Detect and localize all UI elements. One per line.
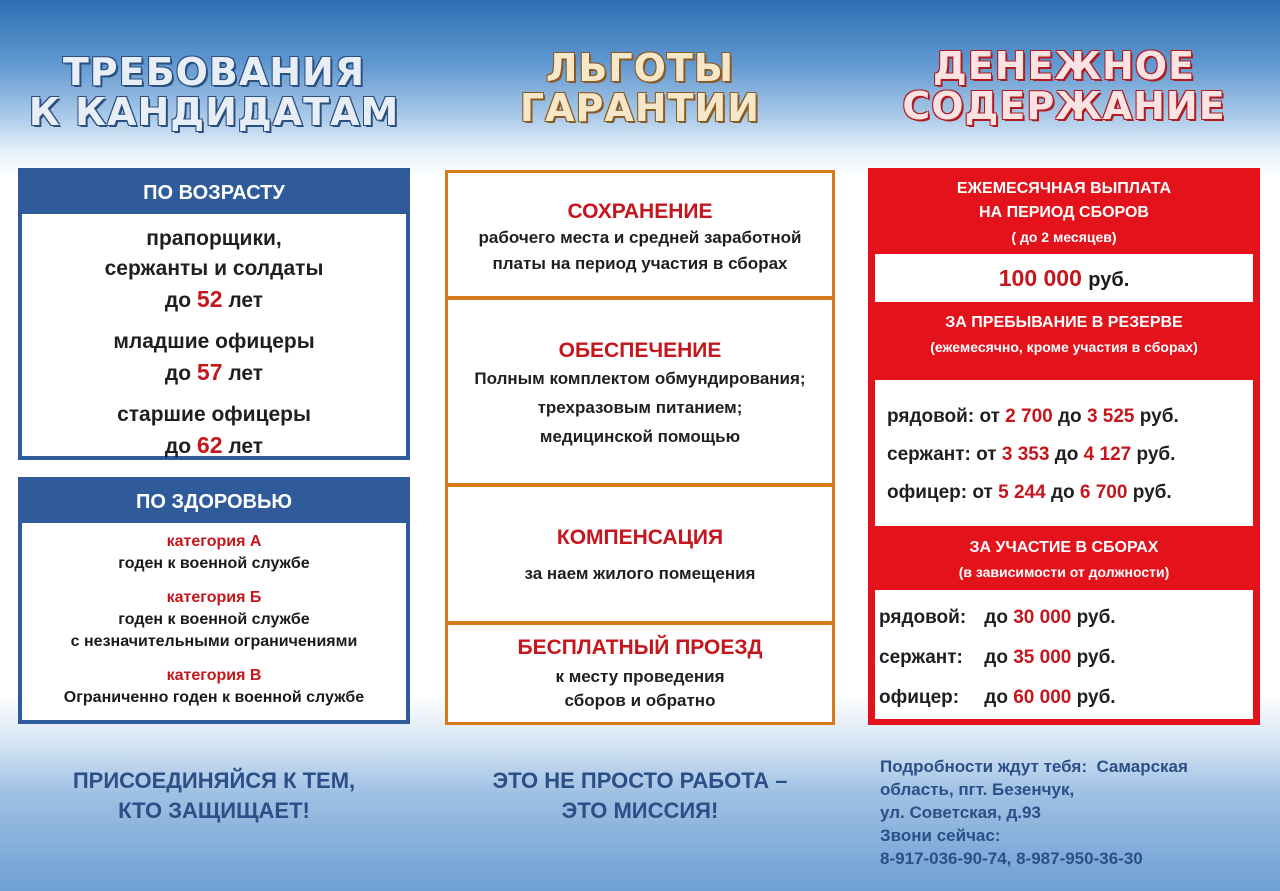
age-suffix: лет — [228, 362, 264, 385]
benefit-card — [445, 170, 835, 299]
training-title: ЗА УЧАСТИЕ В СБОРАХ — [969, 539, 1159, 556]
monthly-title: НА ПЕРИОД СБОРОВ — [979, 204, 1149, 221]
contact-line: ул. Советская, д.93 — [880, 803, 1041, 822]
health-category-text: с незначительными ограничениями — [70, 633, 358, 650]
age-group — [22, 224, 406, 316]
rank-label: рядовой: — [887, 406, 975, 427]
reserve-row — [887, 398, 1253, 436]
benefit-title: БЕСПЛАТНЫЙ ПРОЕЗД — [517, 636, 763, 659]
from-word: от — [979, 406, 1000, 427]
salary-heading — [868, 46, 1260, 126]
slogan-middle — [445, 766, 835, 826]
heading-line: ГАРАНТИИ — [519, 86, 761, 130]
contact-line: область, пгт. Безенчук, — [880, 780, 1075, 799]
health-category — [22, 665, 406, 709]
age-limit — [22, 284, 406, 316]
from-word: от — [972, 482, 993, 503]
rate-unit: руб. — [1139, 406, 1179, 427]
reserve-row — [887, 436, 1253, 474]
benefit-text: трехразовым питанием; — [537, 398, 743, 417]
age-suffix: лет — [228, 435, 264, 458]
salary-panel — [868, 168, 1260, 725]
age-limit — [22, 357, 406, 389]
rate-unit: руб. — [1076, 607, 1116, 628]
monthly-value: 100 000 — [998, 265, 1082, 291]
age-group — [22, 327, 406, 389]
training-rates — [875, 590, 1253, 719]
contact-phones: 8-917-036-90-74, 8-987-950-36-30 — [880, 849, 1143, 868]
heading-line: К КАНДИДАТАМ — [28, 90, 400, 134]
to-word: до — [1054, 444, 1079, 465]
from-word: от — [976, 444, 997, 465]
health-category-text: Ограниченно годен к военной службе — [63, 689, 365, 706]
to-word: до — [984, 647, 1008, 668]
age-prefix: до — [164, 289, 192, 312]
slogan-line: КТО ЗАЩИЩАЕТ! — [118, 798, 310, 823]
benefit-text: рабочего места и средней заработной — [478, 228, 802, 247]
health-category-name: категория А — [166, 533, 262, 550]
training-row — [879, 678, 1253, 718]
age-group-line: прапорщики, — [146, 227, 282, 250]
age-limit — [22, 430, 406, 462]
benefit-text: Полным комплектом обмундирования; — [474, 369, 806, 388]
age-group-line: старшие офицеры — [117, 403, 311, 426]
health-category-name: категория В — [166, 667, 262, 684]
health-category — [22, 587, 406, 653]
age-group-line: младшие офицеры — [113, 330, 315, 353]
rank-label: сержант: — [887, 444, 971, 465]
age-group — [22, 400, 406, 462]
rate-from: 3 353 — [1001, 444, 1050, 465]
health-category-text: годен к военной службе — [118, 611, 310, 628]
age-suffix: лет — [228, 289, 264, 312]
benefit-text: за наем жилого помещения — [524, 564, 756, 583]
heading-line: ДЕНЕЖНОЕ — [932, 44, 1196, 88]
reserve-rates — [875, 380, 1253, 526]
contact-line: Звони сейчас: — [880, 826, 1001, 845]
benefit-title: ОБЕСПЕЧЕНИЕ — [558, 339, 722, 362]
health-caption: ПО ЗДОРОВЬЮ — [22, 481, 406, 523]
training-note: (в зависимости от должности) — [958, 564, 1170, 580]
age-prefix: до — [164, 362, 192, 385]
reserve-row — [887, 474, 1253, 512]
monthly-amount — [875, 254, 1253, 302]
heading-line: ЛЬГОТЫ — [545, 46, 735, 90]
training-row — [879, 638, 1253, 678]
age-caption: ПО ВОЗРАСТУ — [22, 172, 406, 214]
rate-to: 4 127 — [1083, 444, 1132, 465]
age-group-line: сержанты и солдаты — [104, 257, 324, 280]
requirements-heading — [18, 52, 410, 132]
rate-from: 2 700 — [1005, 406, 1053, 427]
rate-from: 5 244 — [998, 482, 1046, 503]
health-category — [22, 531, 406, 575]
rank-label: офицер: — [887, 482, 968, 503]
health-category-name: категория Б — [166, 589, 262, 606]
rate-unit: руб. — [1132, 482, 1172, 503]
slogan-line: ЭТО НЕ ПРОСТО РАБОТА – — [492, 768, 788, 793]
age-value: 57 — [196, 359, 223, 385]
slogan-left — [18, 766, 410, 826]
to-word: до — [1058, 406, 1082, 427]
monthly-note: ( до 2 месяцев) — [1011, 229, 1117, 245]
to-word: до — [984, 687, 1008, 708]
slogan-line: ЭТО МИССИЯ! — [561, 798, 719, 823]
health-category-text: годен к военной службе — [118, 555, 310, 572]
contact-line: Подробности ждут тебя: Самарская — [880, 757, 1188, 776]
benefit-card — [445, 297, 835, 486]
benefit-text: платы на период участия в сборах — [492, 254, 788, 273]
benefit-text: к месту проведения — [555, 667, 725, 686]
age-requirements-box — [18, 168, 410, 460]
benefit-title: СОХРАНЕНИЕ — [567, 200, 713, 223]
benefit-text: сборов и обратно — [564, 691, 716, 710]
rate-unit: руб. — [1136, 444, 1176, 465]
slogan-line: ПРИСОЕДИНЯЙСЯ К ТЕМ, — [72, 768, 356, 793]
to-word: до — [1050, 482, 1075, 503]
contacts-block — [880, 755, 1260, 870]
rate-to: 60 000 — [1013, 687, 1072, 708]
rate-unit: руб. — [1076, 647, 1116, 668]
rank-label: сержант: — [879, 647, 963, 668]
age-prefix: до — [164, 435, 192, 458]
rate-to: 6 700 — [1079, 482, 1128, 503]
training-row — [879, 598, 1253, 638]
rate-to: 35 000 — [1013, 647, 1072, 668]
benefit-title: КОМПЕНСАЦИЯ — [556, 526, 724, 549]
age-value: 52 — [196, 286, 223, 312]
benefits-heading — [445, 48, 835, 128]
to-word: до — [984, 607, 1008, 628]
heading-line: ТРЕБОВАНИЯ — [62, 50, 366, 94]
benefit-card — [445, 622, 835, 725]
monthly-unit: руб. — [1088, 269, 1130, 291]
rate-unit: руб. — [1076, 687, 1116, 708]
reserve-note: (ежемесячно, кроме участия в сборах) — [930, 339, 1198, 355]
benefit-text: медицинской помощью — [539, 427, 741, 446]
rate-to: 3 525 — [1086, 406, 1135, 427]
age-value: 62 — [196, 432, 223, 458]
monthly-title: ЕЖЕМЕСЯЧНАЯ ВЫПЛАТА — [956, 180, 1172, 197]
rank-label: рядовой: — [879, 607, 967, 628]
heading-line: СОДЕРЖАНИЕ — [902, 84, 1226, 128]
health-requirements-box — [18, 477, 410, 724]
rate-to: 30 000 — [1013, 607, 1072, 628]
rank-label: офицер: — [879, 687, 960, 708]
benefit-card — [445, 484, 835, 624]
reserve-title: ЗА ПРЕБЫВАНИЕ В РЕЗЕРВЕ — [945, 314, 1183, 331]
